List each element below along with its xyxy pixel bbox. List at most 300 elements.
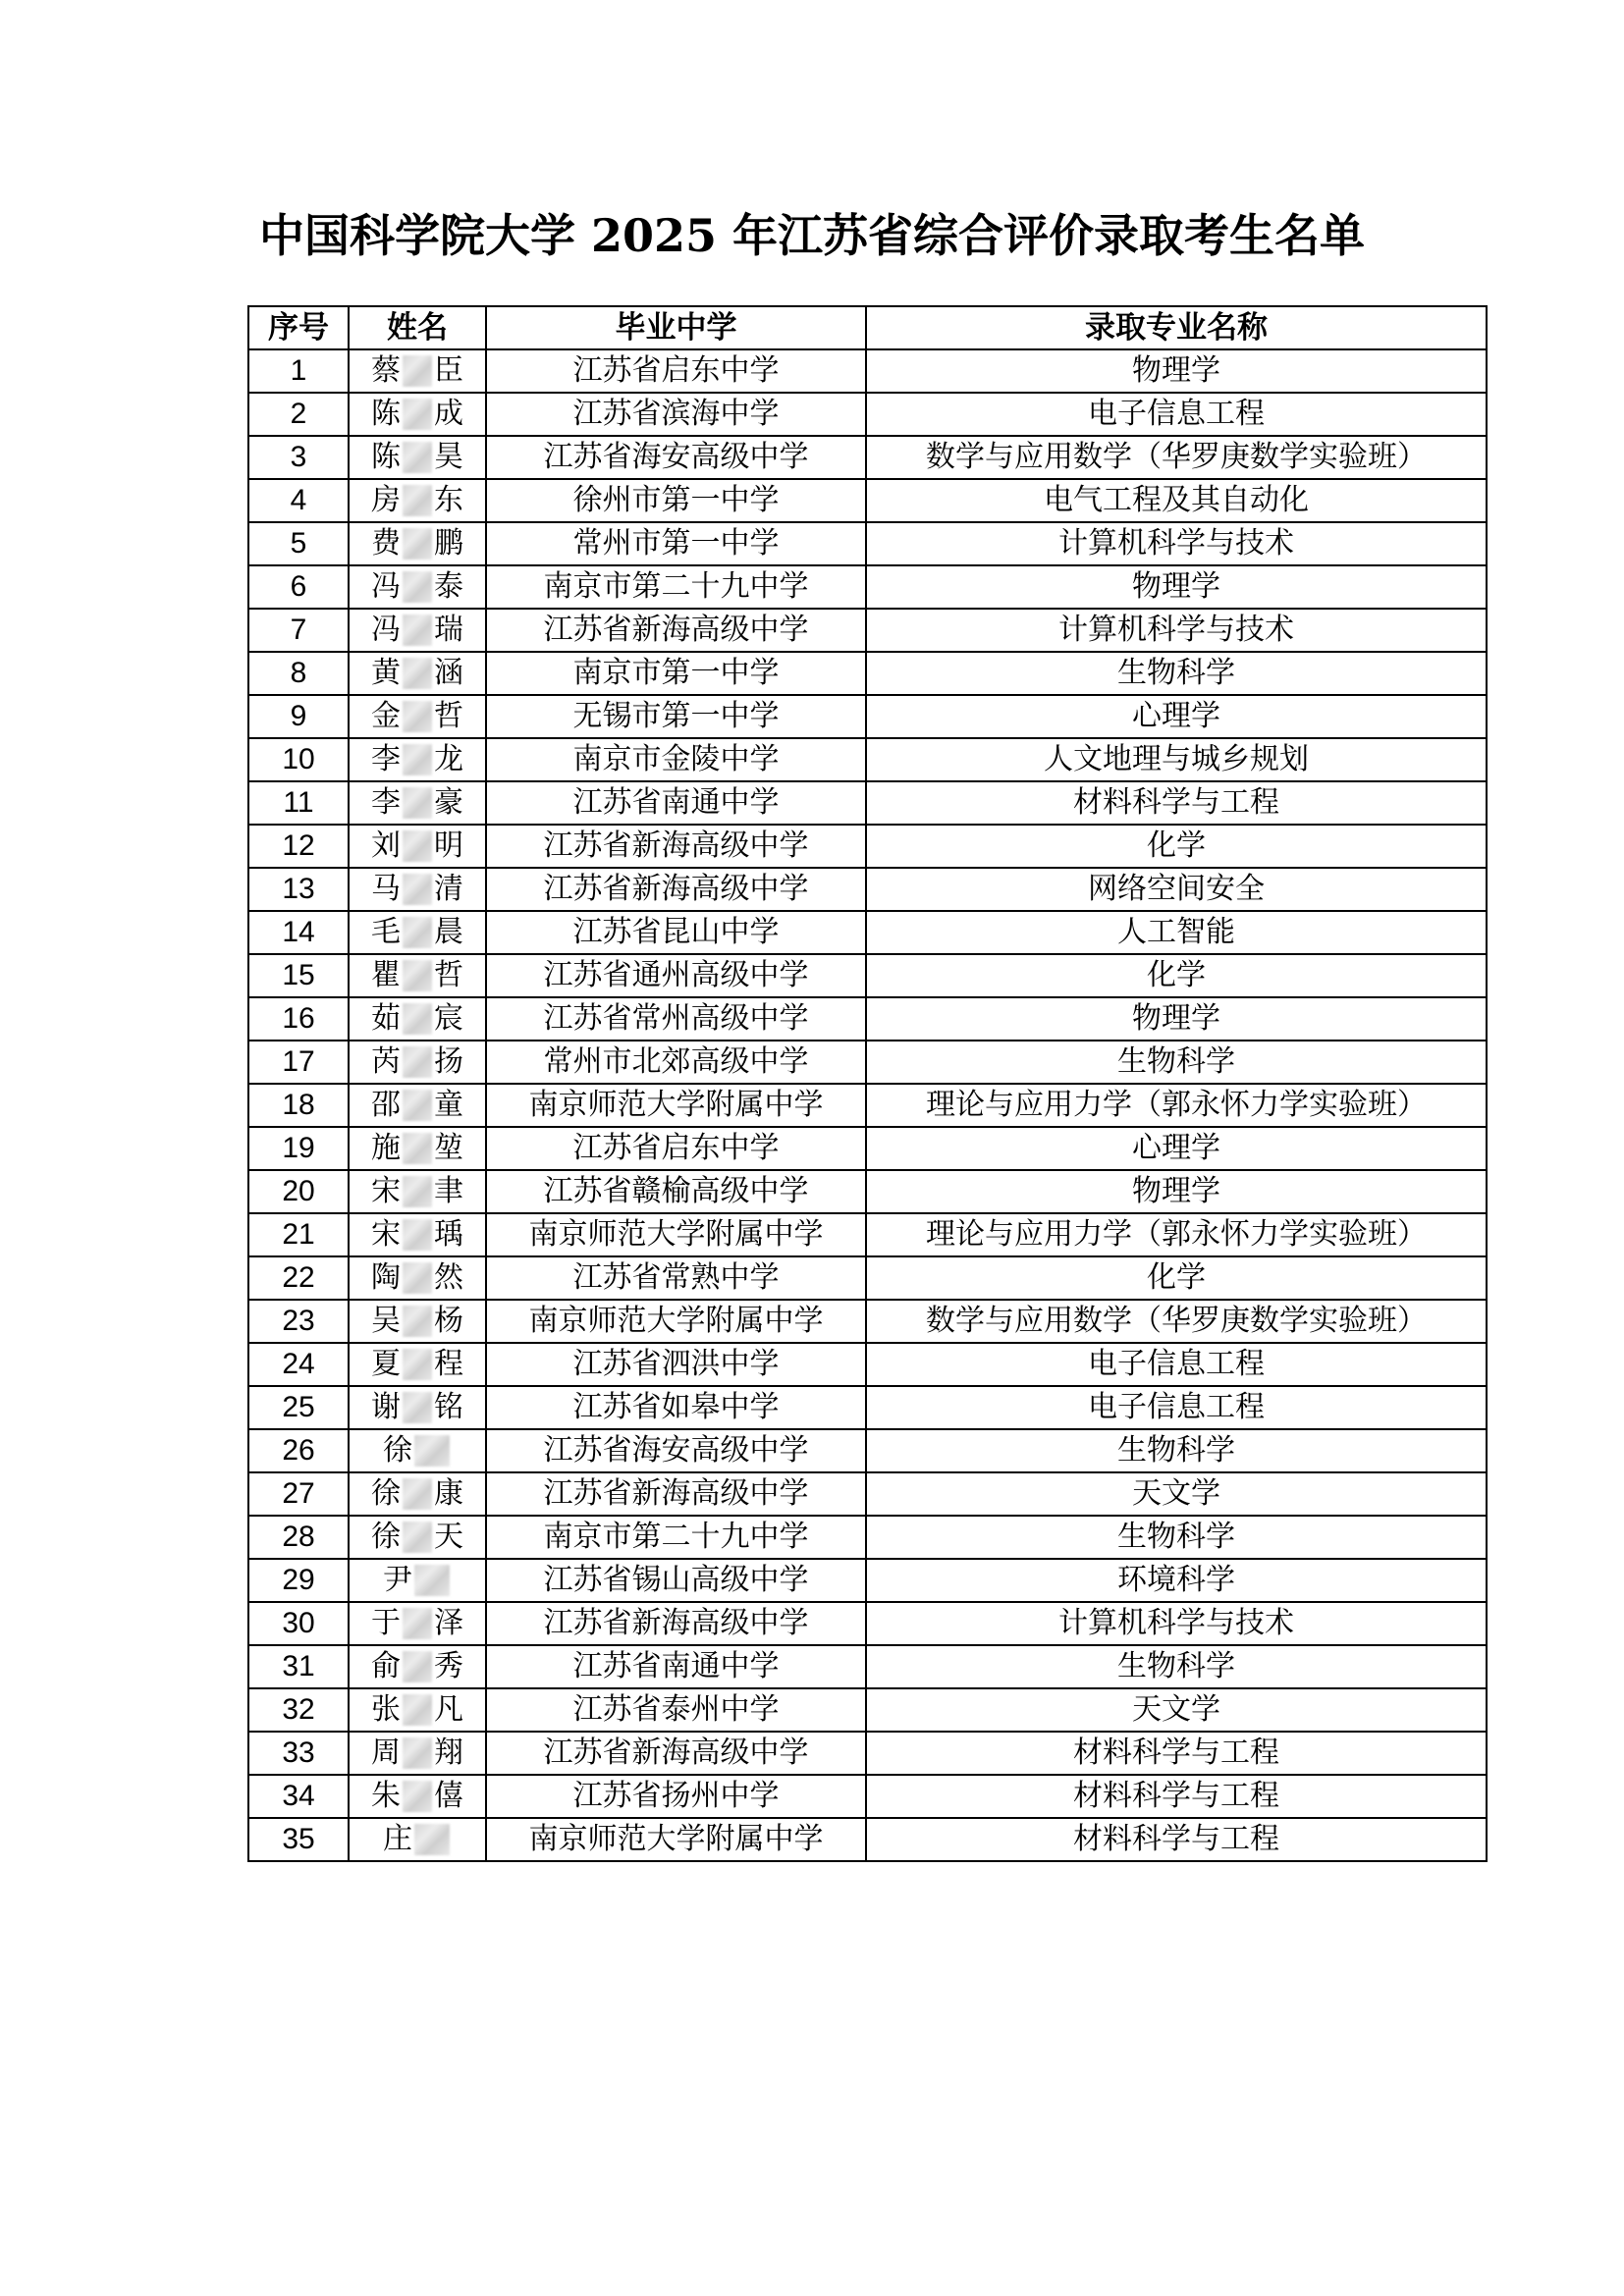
row-school: 江苏省通州高级中学: [486, 954, 866, 997]
row-major: 材料科学与工程: [866, 1775, 1487, 1818]
table-row: [248, 738, 1487, 781]
row-school: 南京市金陵中学: [486, 738, 866, 781]
table-row: [248, 1645, 1487, 1688]
name-surname: 冯: [371, 613, 401, 647]
name-given: 豪: [434, 785, 463, 820]
row-school: 无锡市第一中学: [486, 695, 866, 738]
name-surname: 茹: [371, 1001, 401, 1036]
row-name: [349, 652, 486, 695]
row-seq: 21: [248, 1213, 349, 1256]
row-name: [349, 1041, 486, 1084]
row-school: 江苏省锡山高级中学: [486, 1559, 866, 1602]
name-surname: 瞿: [371, 958, 401, 992]
row-major: 物理学: [866, 997, 1487, 1041]
table-row: [248, 1170, 1487, 1213]
row-major: 化学: [866, 825, 1487, 868]
redaction-blur: [403, 355, 432, 387]
name-wrap: [371, 1776, 463, 1817]
table-row: [248, 349, 1487, 393]
row-seq: 10: [248, 738, 349, 781]
table-row: [248, 1213, 1487, 1256]
name-given: 宸: [434, 1001, 463, 1036]
name-wrap: [371, 782, 463, 824]
row-name: [349, 1559, 486, 1602]
name-surname: 宋: [371, 1217, 401, 1252]
name-surname: 房: [371, 483, 401, 517]
row-seq: 33: [248, 1732, 349, 1775]
table-row: [248, 1732, 1487, 1775]
row-major: 理论与应用力学（郭永怀力学实验班）: [866, 1084, 1487, 1127]
name-given: 哲: [434, 958, 463, 992]
table-row: [248, 1602, 1487, 1645]
table-row: [248, 1688, 1487, 1732]
row-name: [349, 479, 486, 522]
row-name: [349, 1213, 486, 1256]
name-surname: 陈: [371, 397, 401, 431]
row-major: 物理学: [866, 565, 1487, 609]
row-school: 南京师范大学附属中学: [486, 1084, 866, 1127]
row-major: 数学与应用数学（华罗庚数学实验班）: [866, 1300, 1487, 1343]
redaction-blur: [403, 1478, 432, 1510]
redaction-blur: [403, 658, 432, 689]
name-surname: 庄: [383, 1822, 412, 1856]
table-row: [248, 1429, 1487, 1472]
redaction-blur: [403, 1781, 432, 1812]
table-row: [248, 479, 1487, 522]
row-school: 南京师范大学附属中学: [486, 1213, 866, 1256]
name-wrap: [383, 1819, 452, 1860]
name-wrap: [371, 1517, 463, 1558]
row-school: 江苏省新海高级中学: [486, 609, 866, 652]
row-name: [349, 522, 486, 565]
name-surname: 马: [371, 872, 401, 906]
row-name: [349, 609, 486, 652]
redaction-blur: [403, 528, 432, 560]
name-surname: 徐: [383, 1433, 412, 1468]
name-surname: 徐: [371, 1520, 401, 1554]
redaction-blur: [403, 1651, 432, 1682]
row-seq: 26: [248, 1429, 349, 1472]
row-seq: 22: [248, 1256, 349, 1300]
header-seq: 序号: [248, 306, 349, 349]
name-given: 晨: [434, 915, 463, 949]
row-major: 人文地理与城乡规划: [866, 738, 1487, 781]
row-name: [349, 1300, 486, 1343]
row-school: 江苏省启东中学: [486, 349, 866, 393]
row-major: 电子信息工程: [866, 1386, 1487, 1429]
redaction-blur: [403, 1133, 432, 1164]
row-seq: 7: [248, 609, 349, 652]
row-school: 江苏省滨海中学: [486, 393, 866, 436]
name-given: 龙: [434, 742, 463, 776]
row-name: [349, 1386, 486, 1429]
row-name: [349, 954, 486, 997]
row-seq: 2: [248, 393, 349, 436]
name-surname: 张: [371, 1692, 401, 1727]
row-name: [349, 1256, 486, 1300]
row-major: 材料科学与工程: [866, 1732, 1487, 1775]
row-seq: 5: [248, 522, 349, 565]
row-school: 南京师范大学附属中学: [486, 1818, 866, 1861]
name-given: 僖: [434, 1779, 463, 1813]
row-school: 江苏省新海高级中学: [486, 1732, 866, 1775]
name-given: 杨: [434, 1304, 463, 1338]
row-seq: 9: [248, 695, 349, 738]
name-surname: 陈: [371, 440, 401, 474]
row-name: [349, 565, 486, 609]
row-school: 南京师范大学附属中学: [486, 1300, 866, 1343]
table-row: [248, 1775, 1487, 1818]
table-body: [248, 349, 1487, 1861]
row-seq: 3: [248, 436, 349, 479]
row-name: [349, 738, 486, 781]
row-school: 南京市第一中学: [486, 652, 866, 695]
row-seq: 31: [248, 1645, 349, 1688]
redaction-blur: [403, 1003, 432, 1035]
redaction-blur: [403, 1737, 432, 1769]
table-row: [248, 1256, 1487, 1300]
table-row: [248, 609, 1487, 652]
name-wrap: [371, 394, 463, 435]
name-given: 臣: [434, 353, 463, 388]
row-school: 徐州市第一中学: [486, 479, 866, 522]
row-seq: 15: [248, 954, 349, 997]
table-row: [248, 825, 1487, 868]
name-wrap: [371, 1041, 463, 1083]
row-name: [349, 1732, 486, 1775]
name-surname: 谢: [371, 1390, 401, 1424]
name-given: 康: [434, 1476, 463, 1511]
redaction-blur: [403, 1306, 432, 1337]
row-major: 生物科学: [866, 1041, 1487, 1084]
row-school: 江苏省昆山中学: [486, 911, 866, 954]
row-name: [349, 436, 486, 479]
row-seq: 14: [248, 911, 349, 954]
row-school: 江苏省启东中学: [486, 1127, 866, 1170]
name-given: 泰: [434, 569, 463, 604]
row-school: 江苏省新海高级中学: [486, 825, 866, 868]
name-wrap: [371, 1085, 463, 1126]
name-surname: 金: [371, 699, 401, 733]
name-surname: 陶: [371, 1260, 401, 1295]
name-wrap: [371, 610, 463, 651]
row-name: [349, 1170, 486, 1213]
name-wrap: [371, 1301, 463, 1342]
row-seq: 8: [248, 652, 349, 695]
name-surname: 朱: [371, 1779, 401, 1813]
name-surname: 芮: [371, 1044, 401, 1079]
name-wrap: [371, 350, 463, 392]
row-school: 江苏省扬州中学: [486, 1775, 866, 1818]
name-wrap: [371, 480, 463, 521]
name-given: 秀: [434, 1649, 463, 1683]
name-given: 堃: [434, 1131, 463, 1165]
row-seq: 12: [248, 825, 349, 868]
row-school: 江苏省南通中学: [486, 1645, 866, 1688]
row-major: 数学与应用数学（华罗庚数学实验班）: [866, 436, 1487, 479]
row-seq: 28: [248, 1516, 349, 1559]
row-seq: 11: [248, 781, 349, 825]
name-wrap: [371, 1128, 463, 1169]
name-surname: 邵: [371, 1088, 401, 1122]
name-wrap: [371, 437, 463, 478]
row-name: [349, 695, 486, 738]
row-name: [349, 393, 486, 436]
name-surname: 冯: [371, 569, 401, 604]
name-wrap: [371, 1257, 463, 1299]
name-surname: 费: [371, 526, 401, 561]
name-wrap: [371, 1473, 463, 1515]
name-given: 成: [434, 397, 463, 431]
redaction-blur: [403, 1090, 432, 1121]
row-major: 网络空间安全: [866, 868, 1487, 911]
table-row: [248, 1084, 1487, 1127]
header-name: 姓名: [349, 306, 486, 349]
table-row: [248, 1386, 1487, 1429]
row-seq: 23: [248, 1300, 349, 1343]
name-given: 天: [434, 1520, 463, 1554]
name-wrap: [371, 1171, 463, 1212]
row-seq: 13: [248, 868, 349, 911]
table-row: [248, 911, 1487, 954]
row-school: 江苏省南通中学: [486, 781, 866, 825]
row-major: 材料科学与工程: [866, 1818, 1487, 1861]
name-wrap: [383, 1560, 452, 1601]
name-surname: 徐: [371, 1476, 401, 1511]
table-row: [248, 393, 1487, 436]
row-major: 化学: [866, 954, 1487, 997]
name-surname: 施: [371, 1131, 401, 1165]
header-major: 录取专业名称: [866, 306, 1487, 349]
row-major: 心理学: [866, 1127, 1487, 1170]
row-major: 天文学: [866, 1688, 1487, 1732]
name-given: 东: [434, 483, 463, 517]
table-header-row: [248, 306, 1487, 349]
name-wrap: [371, 1733, 463, 1774]
row-school: 江苏省新海高级中学: [486, 1602, 866, 1645]
row-major: 化学: [866, 1256, 1487, 1300]
name-wrap: [371, 998, 463, 1040]
row-school: 江苏省赣榆高级中学: [486, 1170, 866, 1213]
redaction-blur: [403, 614, 432, 646]
table-row: [248, 1300, 1487, 1343]
row-name: [349, 1818, 486, 1861]
row-school: 江苏省泰州中学: [486, 1688, 866, 1732]
name-surname: 毛: [371, 915, 401, 949]
redaction-blur: [403, 1608, 432, 1639]
name-surname: 李: [371, 742, 401, 776]
name-surname: 黄: [371, 656, 401, 690]
document-title: 中国科学院大学 2025 年江苏省综合评价录取考生名单: [258, 209, 1366, 262]
row-school: 江苏省海安高级中学: [486, 1429, 866, 1472]
table-row: [248, 1041, 1487, 1084]
row-name: [349, 1688, 486, 1732]
row-name: [349, 781, 486, 825]
row-school: 江苏省新海高级中学: [486, 1472, 866, 1516]
row-major: 计算机科学与技术: [866, 1602, 1487, 1645]
name-wrap: [371, 739, 463, 780]
row-name: [349, 1343, 486, 1386]
redaction-blur: [403, 917, 432, 948]
redaction-blur: [414, 1824, 450, 1855]
row-seq: 17: [248, 1041, 349, 1084]
name-wrap: [383, 1430, 452, 1471]
name-surname: 蔡: [371, 353, 401, 388]
row-school: 江苏省海安高级中学: [486, 436, 866, 479]
row-major: 计算机科学与技术: [866, 522, 1487, 565]
row-seq: 6: [248, 565, 349, 609]
redaction-blur: [403, 1522, 432, 1553]
row-major: 生物科学: [866, 1429, 1487, 1472]
name-given: 昊: [434, 440, 463, 474]
redaction-blur: [414, 1565, 450, 1596]
redaction-blur: [403, 1219, 432, 1251]
name-surname: 俞: [371, 1649, 401, 1683]
row-seq: 27: [248, 1472, 349, 1516]
name-surname: 于: [371, 1606, 401, 1640]
redaction-blur: [403, 787, 432, 819]
row-name: [349, 868, 486, 911]
row-school: 江苏省新海高级中学: [486, 868, 866, 911]
row-name: [349, 1516, 486, 1559]
redaction-blur: [403, 399, 432, 430]
redaction-blur: [403, 830, 432, 862]
redaction-blur: [414, 1435, 450, 1467]
row-seq: 35: [248, 1818, 349, 1861]
name-given: 程: [434, 1347, 463, 1381]
name-given: 清: [434, 872, 463, 906]
row-school: 江苏省如皋中学: [486, 1386, 866, 1429]
name-wrap: [371, 1603, 463, 1644]
row-major: 材料科学与工程: [866, 781, 1487, 825]
table-row: [248, 868, 1487, 911]
redaction-blur: [403, 701, 432, 732]
row-major: 生物科学: [866, 652, 1487, 695]
row-major: 理论与应用力学（郭永怀力学实验班）: [866, 1213, 1487, 1256]
name-wrap: [371, 1214, 463, 1255]
row-seq: 34: [248, 1775, 349, 1818]
row-major: 生物科学: [866, 1516, 1487, 1559]
name-surname: 周: [371, 1735, 401, 1770]
redaction-blur: [403, 960, 432, 991]
redaction-blur: [403, 1392, 432, 1423]
row-school: 江苏省常熟中学: [486, 1256, 866, 1300]
row-name: [349, 1429, 486, 1472]
name-given: 涵: [434, 656, 463, 690]
name-wrap: [371, 1344, 463, 1385]
table-row: [248, 565, 1487, 609]
row-seq: 29: [248, 1559, 349, 1602]
redaction-blur: [403, 1262, 432, 1294]
name-given: 聿: [434, 1174, 463, 1208]
row-major: 计算机科学与技术: [866, 609, 1487, 652]
row-name: [349, 1472, 486, 1516]
name-surname: 刘: [371, 828, 401, 863]
name-wrap: [371, 869, 463, 910]
row-major: 电子信息工程: [866, 1343, 1487, 1386]
table-row: [248, 1516, 1487, 1559]
name-given: 哲: [434, 699, 463, 733]
row-school: 江苏省常州高级中学: [486, 997, 866, 1041]
row-major: 人工智能: [866, 911, 1487, 954]
row-school: 江苏省泗洪中学: [486, 1343, 866, 1386]
row-name: [349, 1645, 486, 1688]
name-surname: 吴: [371, 1304, 401, 1338]
name-surname: 李: [371, 785, 401, 820]
name-given: 泽: [434, 1606, 463, 1640]
row-name: [349, 911, 486, 954]
name-surname: 夏: [371, 1347, 401, 1381]
row-seq: 4: [248, 479, 349, 522]
table-row: [248, 695, 1487, 738]
row-major: 天文学: [866, 1472, 1487, 1516]
name-given: 然: [434, 1260, 463, 1295]
name-wrap: [371, 566, 463, 608]
row-major: 生物科学: [866, 1645, 1487, 1688]
row-name: [349, 1602, 486, 1645]
name-given: 鹏: [434, 526, 463, 561]
admission-table: [247, 305, 1488, 1862]
row-major: 物理学: [866, 1170, 1487, 1213]
row-seq: 24: [248, 1343, 349, 1386]
header-school: 毕业中学: [486, 306, 866, 349]
name-wrap: [371, 696, 463, 737]
redaction-blur: [403, 1694, 432, 1726]
row-seq: 20: [248, 1170, 349, 1213]
row-name: [349, 349, 486, 393]
name-surname: 尹: [383, 1563, 412, 1597]
row-school: 南京市第二十九中学: [486, 565, 866, 609]
row-name: [349, 997, 486, 1041]
row-seq: 30: [248, 1602, 349, 1645]
table-row: [248, 1559, 1487, 1602]
row-major: 心理学: [866, 695, 1487, 738]
table-row: [248, 1343, 1487, 1386]
name-wrap: [371, 1689, 463, 1731]
row-name: [349, 1127, 486, 1170]
row-seq: 1: [248, 349, 349, 393]
name-given: 瑀: [434, 1217, 463, 1252]
row-major: 电气工程及其自动化: [866, 479, 1487, 522]
row-name: [349, 1775, 486, 1818]
row-name: [349, 825, 486, 868]
name-wrap: [371, 912, 463, 953]
name-wrap: [371, 523, 463, 564]
redaction-blur: [403, 744, 432, 775]
row-seq: 19: [248, 1127, 349, 1170]
row-school: 南京市第二十九中学: [486, 1516, 866, 1559]
table-row: [248, 652, 1487, 695]
table-row: [248, 436, 1487, 479]
table-row: [248, 781, 1487, 825]
row-major: 环境科学: [866, 1559, 1487, 1602]
name-surname: 宋: [371, 1174, 401, 1208]
redaction-blur: [403, 874, 432, 905]
row-seq: 25: [248, 1386, 349, 1429]
name-wrap: [371, 1387, 463, 1428]
redaction-blur: [403, 571, 432, 603]
name-given: 凡: [434, 1692, 463, 1727]
redaction-blur: [403, 1046, 432, 1078]
table-row: [248, 1127, 1487, 1170]
table-row: [248, 954, 1487, 997]
redaction-blur: [403, 485, 432, 516]
table-row: [248, 1472, 1487, 1516]
row-seq: 18: [248, 1084, 349, 1127]
name-given: 明: [434, 828, 463, 863]
row-major: 电子信息工程: [866, 393, 1487, 436]
name-given: 翔: [434, 1735, 463, 1770]
